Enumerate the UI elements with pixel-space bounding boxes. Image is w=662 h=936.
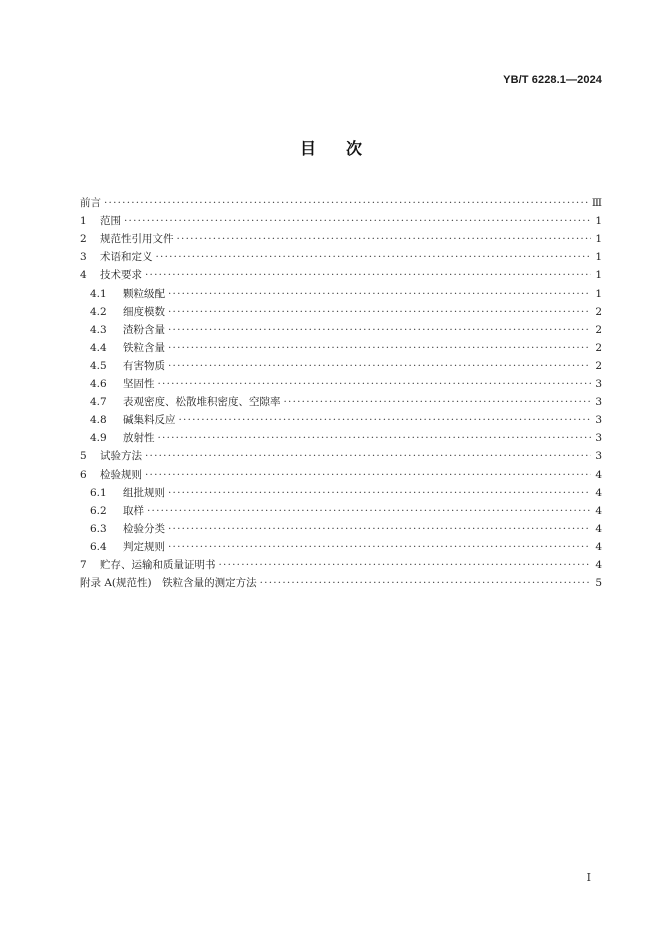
toc-entry-page: 3 — [595, 432, 602, 445]
toc-entry-label: 检验规则 — [100, 468, 142, 481]
toc-entry-page: 1 — [595, 251, 602, 264]
toc-entry-page: 1 — [595, 269, 602, 282]
toc-leader-dots — [158, 378, 592, 390]
toc-entry-page: 3 — [595, 378, 602, 391]
toc-entry-label: 碱集料反应 — [123, 414, 176, 427]
toc-entry-label: 技术要求 — [100, 269, 142, 282]
toc-leader-dots — [145, 269, 591, 281]
toc-entry-number: 4 — [80, 269, 87, 282]
toc-entry-number: 5 — [80, 450, 87, 463]
toc-entry-label: 渣粉含量 — [123, 323, 165, 336]
toc-entry-label: 取样 — [123, 504, 144, 517]
toc-entry[interactable] — [80, 462, 602, 480]
toc-entry-label: 有害物质 — [123, 359, 165, 372]
toc-leader-dots — [168, 306, 591, 318]
toc-leader-dots — [168, 487, 591, 499]
toc-entry-page: 4 — [595, 504, 602, 517]
toc-entry-number: 6 — [80, 468, 87, 481]
toc-entry-number: 7 — [80, 558, 87, 571]
toc-entry-page: 4 — [595, 540, 602, 553]
toc-entry-number: 4.9 — [90, 432, 107, 445]
toc-entry-label: 铁粒含量 — [123, 341, 165, 354]
toc-leader-dots — [179, 414, 592, 426]
toc-entry-number: 4.6 — [90, 378, 107, 391]
document-code: YB/T 6228.1—2024 — [503, 74, 602, 86]
toc-entry-number: 4.3 — [90, 323, 107, 336]
toc-entry[interactable] — [80, 281, 602, 299]
toc-leader-dots — [104, 197, 589, 209]
toc-entry-page: 1 — [595, 287, 602, 300]
toc-entry-label: 表观密度、松散堆积密度、空隙率 — [123, 396, 281, 409]
toc-entry[interactable] — [80, 300, 602, 318]
toc-entry-page: 4 — [595, 522, 602, 535]
toc-entry[interactable] — [80, 426, 602, 444]
toc-entry-label: 细度模数 — [123, 305, 165, 318]
toc-leader-dots — [124, 215, 591, 227]
toc-leader-dots — [168, 523, 591, 535]
toc-entry-label: 范围 — [100, 215, 121, 228]
toc-entry[interactable] — [80, 553, 602, 571]
toc-leader-dots — [168, 342, 591, 354]
toc-entry[interactable] — [80, 227, 602, 245]
toc-entry-label: 附录 A(规范性) 铁粒含量的测定方法 — [80, 577, 257, 590]
toc-entry[interactable] — [80, 499, 602, 517]
page-number: I — [586, 871, 591, 884]
toc-entry-number: 4.8 — [90, 414, 107, 427]
toc-title-char: 目 — [299, 139, 316, 158]
toc-entry-label: 组批规则 — [123, 486, 165, 499]
toc-entry-number: 2 — [80, 233, 87, 246]
toc-leader-dots — [168, 541, 591, 553]
toc-entry-page: 2 — [595, 323, 602, 336]
toc-entry-number: 4.7 — [90, 396, 107, 409]
toc-leader-dots — [260, 577, 591, 589]
toc-entry[interactable] — [80, 390, 602, 408]
toc-entry-number: 4.2 — [90, 305, 107, 318]
toc-entry-number: 4.4 — [90, 341, 107, 354]
toc-entry-number: 6.4 — [90, 540, 107, 553]
toc-entry-page: 3 — [595, 396, 602, 409]
toc-entry[interactable] — [80, 354, 602, 372]
toc-entry-page: 1 — [595, 233, 602, 246]
toc-entry-label: 前言 — [80, 197, 101, 210]
toc-leader-dots — [168, 360, 591, 372]
toc-entry-number: 6.3 — [90, 522, 107, 535]
toc-entry-number: 3 — [80, 251, 87, 264]
toc-entry-number: 6.2 — [90, 504, 107, 517]
toc-entry-page: 2 — [595, 305, 602, 318]
toc-entry-label: 术语和定义 — [100, 251, 153, 264]
toc-entry-label: 颗粒级配 — [123, 287, 165, 300]
toc-entry-page: 5 — [595, 577, 602, 590]
toc-entry-page: 3 — [595, 450, 602, 463]
toc-leader-dots — [145, 469, 591, 481]
toc-leader-dots — [145, 450, 591, 462]
toc-entry-label: 检验分类 — [123, 522, 165, 535]
toc-entry[interactable] — [80, 209, 602, 227]
toc-title — [0, 136, 662, 159]
toc-leader-dots — [158, 432, 592, 444]
toc-entry-page: 4 — [595, 558, 602, 571]
toc-entry-label: 试验方法 — [100, 450, 142, 463]
toc-entry-page: 3 — [595, 414, 602, 427]
toc-entry-page: 2 — [595, 341, 602, 354]
toc-entry[interactable] — [80, 408, 602, 426]
toc-entry-page: 1 — [595, 215, 602, 228]
toc-entry-page: 2 — [595, 359, 602, 372]
toc-entry[interactable] — [80, 517, 602, 535]
toc-entry[interactable] — [80, 535, 602, 553]
toc-leader-dots — [147, 505, 591, 517]
toc-entry[interactable] — [80, 191, 602, 209]
toc-leader-dots — [219, 559, 592, 571]
toc-entry-page: Ⅲ — [591, 197, 602, 210]
toc-entry[interactable] — [80, 481, 602, 499]
toc-entry-page: 4 — [595, 468, 602, 481]
toc-entry[interactable] — [80, 444, 602, 462]
toc-entry[interactable] — [80, 318, 602, 336]
toc-entry-label: 贮存、运输和质量证明书 — [100, 558, 216, 571]
toc-leader-dots — [156, 251, 592, 263]
toc-entry[interactable] — [80, 263, 602, 281]
toc-entry-number: 4.5 — [90, 359, 107, 372]
toc-leader-dots — [284, 396, 592, 408]
toc-entry-page: 4 — [595, 486, 602, 499]
toc-leader-dots — [177, 233, 592, 245]
toc-entry[interactable] — [80, 336, 602, 354]
toc-entry-label: 放射性 — [123, 432, 155, 445]
table-of-contents — [80, 191, 602, 589]
toc-entry-label: 规范性引用文件 — [100, 233, 174, 246]
toc-title-char: 次 — [346, 139, 363, 158]
toc-leader-dots — [168, 324, 591, 336]
toc-entry-label: 判定规则 — [123, 540, 165, 553]
toc-entry[interactable] — [80, 372, 602, 390]
toc-entry[interactable] — [80, 245, 602, 263]
toc-entry-number: 6.1 — [90, 486, 107, 499]
toc-leader-dots — [168, 288, 591, 300]
toc-entry-label: 坚固性 — [123, 378, 155, 391]
toc-entry-number: 4.1 — [90, 287, 107, 300]
toc-entry[interactable] — [80, 571, 602, 589]
toc-entry-number: 1 — [80, 215, 87, 228]
